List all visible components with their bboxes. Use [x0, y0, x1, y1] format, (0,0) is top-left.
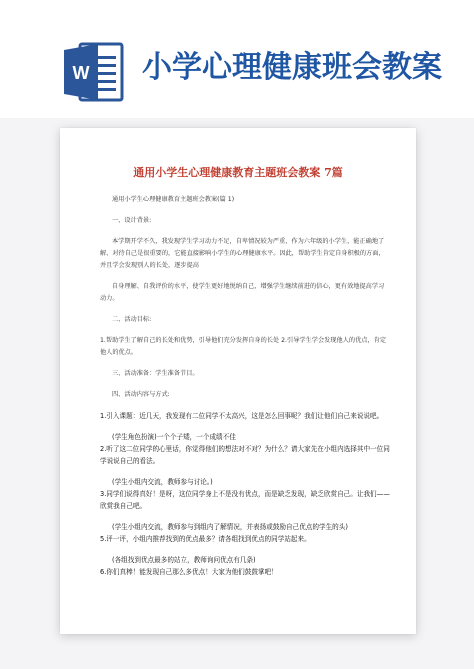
doc-line: 3.同学们说得真好！是呀，这位同学身上不是没有优点，而是缺乏发现，缺乏欣赏自己。让我们——欣赏我自己吧。: [100, 490, 390, 510]
doc-line: 1.引入课题：近几天，我发现有二位同学不太高兴，这是怎么回事呢？我们让他们自己来说说吧。: [100, 412, 384, 420]
doc-line: 1.帮助学生了解自己的长处和优势，引导他们充分发挥自身的长处 2.引导学生学会发现他人的优点，肯定他人的优点。: [100, 337, 387, 356]
document-title: 通用小学生心理健康教育主题班会教案 7篇: [133, 166, 343, 179]
document-body: [100, 194, 390, 578]
doc-line: 本学期开学不久，我发现学生学习动力不足，自卑情况较为严重，作为六年级的小学生，能正确地了解、对待自己是很重要的，它能直接影响小学生的心理健康水平。因此，帮助学生肯定自身积极的方面，并且学会发现别人的长处，逐步提高: [100, 238, 385, 269]
word-icon: [64, 40, 124, 104]
doc-line: 6.你们真棒！能发现自己那么多优点！大家为他们鼓鼓掌吧！: [100, 568, 278, 576]
doc-line: 2.听了这二位同学的心里话，你觉得他们的想法对不对？为什么？请大家先在小组内选择其中一位同学说说自己的看法。: [100, 445, 390, 465]
doc-line: (学生小组内交流，教师参与到组内了解情况，并表扬或鼓励自己优点的学生的头): [112, 523, 348, 531]
doc-line: 三、活动准备：学生准备节目。: [112, 370, 199, 377]
svg-text:W: W: [72, 63, 90, 83]
doc-line: 四、活动内容与方式:: [112, 391, 170, 398]
doc-line: (各组找到优点最多的站立，教师询问优点有几条): [112, 556, 256, 564]
banner: [0, 0, 474, 118]
document-page: [60, 128, 416, 634]
doc-line: (学生小组内交流，教师参与讨论。): [112, 478, 213, 486]
doc-line: 二、活动目标:: [112, 316, 152, 323]
doc-line: 一、设计背景:: [112, 217, 152, 224]
doc-line: 自身理解、自我评价的水平，使学生更好地悦纳自己，增强学生继续前进的信心，更有效地提高学习动力。: [100, 283, 385, 302]
doc-line: (学生角色扮演)一个个子矮，一个成绩不佳: [112, 433, 236, 441]
doc-line: 5.评一评，小组内推荐找到的优点最多？请各组找到优点的同学站起来。: [100, 535, 311, 543]
doc-line: 通用小学生心理健康教育主题班会教案(篇 1): [112, 196, 235, 203]
banner-title: 小学心理健康班会教案: [142, 50, 442, 85]
